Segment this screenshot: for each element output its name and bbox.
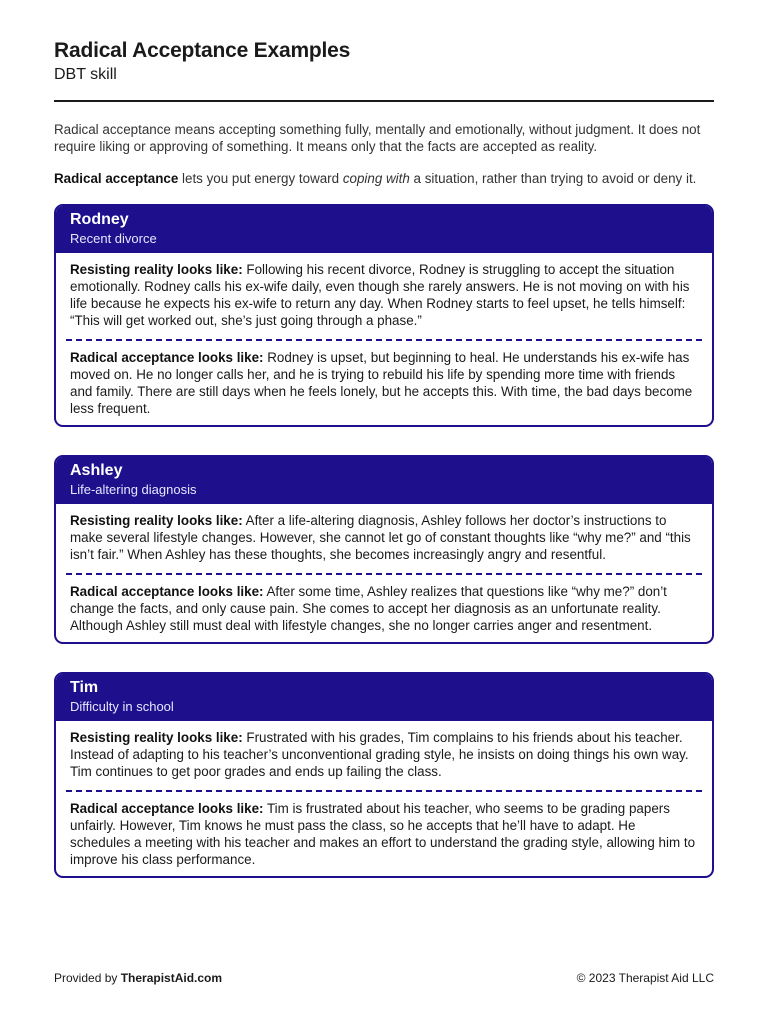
card-header xyxy=(56,206,712,253)
acceptance-section xyxy=(56,575,712,642)
acceptance-section xyxy=(56,341,712,425)
resisting-label: Resisting reality looks like: xyxy=(70,262,243,277)
intro-italic-term: coping with xyxy=(342,171,410,186)
intro-text-2: a situation, rather than trying to avoid or deny it. xyxy=(409,171,697,186)
card-subtitle: Difficulty in school xyxy=(70,699,174,714)
page-title: Radical Acceptance Examples xyxy=(54,39,351,62)
resisting-label: Resisting reality looks like: xyxy=(70,513,243,528)
resisting-section xyxy=(56,253,712,337)
card-subtitle: Recent divorce xyxy=(70,231,157,246)
card-header xyxy=(56,457,712,504)
card-name: Ashley xyxy=(70,462,123,479)
card-header xyxy=(56,674,712,721)
resisting-text: After a life-altering diagnosis, Ashley follows her doctor’s instructions to make several lifestyle changes. However, she cannot let go of constant thoughts like “why me?” and “this isn’t fair.” When Ashley has these thoughts, she becomes increasingly angry and resentful. xyxy=(70,513,691,562)
intro-bold-term: Radical acceptance xyxy=(54,171,179,186)
acceptance-label: Radical acceptance looks like: xyxy=(70,350,264,365)
provider-link[interactable]: TherapistAid.com xyxy=(120,971,223,985)
page-footer xyxy=(54,971,714,985)
resisting-text: Frustrated with his grades, Tim complains to his friends about his teacher. Instead of adapting to his teacher’s unconventional grading style, he insists on doing things his own way. Tim continues to get poor grades and ends up failing the class. xyxy=(70,730,689,779)
provided-prefix: Provided by xyxy=(54,971,121,985)
card-subtitle: Life-altering diagnosis xyxy=(70,482,197,497)
intro-paragraph: Radical acceptance means accepting something fully, mentally and emotionally, without judgment. It does not require liking or approving of something. It means only that the facts are accepted as reality. xyxy=(54,122,701,154)
acceptance-label: Radical acceptance looks like: xyxy=(70,584,264,599)
example-card-ashley xyxy=(54,455,714,644)
example-card-rodney xyxy=(54,204,714,427)
resisting-text: Following his recent divorce, Rodney is struggling to accept the situation emotionally. Rodney calls his ex-wife daily, even though she rarely answers. He is not moving on with his life because he expects his ex-wife to return any day. When Rodney starts to feel upset, he tells himself: “This will get worked out, she’s just going through a phase.” xyxy=(70,262,690,328)
intro-paragraph-2 xyxy=(54,170,714,187)
acceptance-section xyxy=(56,792,712,876)
example-card-tim xyxy=(54,672,714,878)
worksheet-page xyxy=(54,38,714,878)
copyright-notice: © 2023 Therapist Aid LLC xyxy=(576,971,714,985)
acceptance-text: After some time, Ashley realizes that questions like “why me?” don’t change the facts, and only cause pain. She comes to accept her diagnosis as an unfortunate reality. Although Ashley still must deal with lifestyle changes, she no longer carries anger and resentment. xyxy=(70,584,667,633)
resisting-section xyxy=(56,721,712,788)
card-name: Rodney xyxy=(70,211,129,228)
header-divider xyxy=(54,100,714,102)
page-subtitle: DBT skill xyxy=(54,66,117,83)
provided-by xyxy=(54,971,222,985)
resisting-label: Resisting reality looks like: xyxy=(70,730,243,745)
acceptance-text: Tim is frustrated about his teacher, who seems to be grading papers unfairly. However, Tim knows he must pass the class, so he accepts that he’ll have to adapt. He schedules a meeting with his teacher and makes an effort to understand the grading style, allowing him to improve his class performance. xyxy=(70,801,696,867)
acceptance-label: Radical acceptance looks like: xyxy=(70,801,264,816)
card-name: Tim xyxy=(70,679,99,696)
acceptance-text: Rodney is upset, but beginning to heal. He understands his ex-wife has moved on. He no longer calls her, and he is trying to rebuild his life by spending more time with friends and family. There are still days when he feels lonely, but he accepts this. With time, the bad days become less frequent. xyxy=(70,350,693,416)
resisting-section xyxy=(56,504,712,571)
intro-text-1: lets you put energy toward xyxy=(178,171,343,186)
